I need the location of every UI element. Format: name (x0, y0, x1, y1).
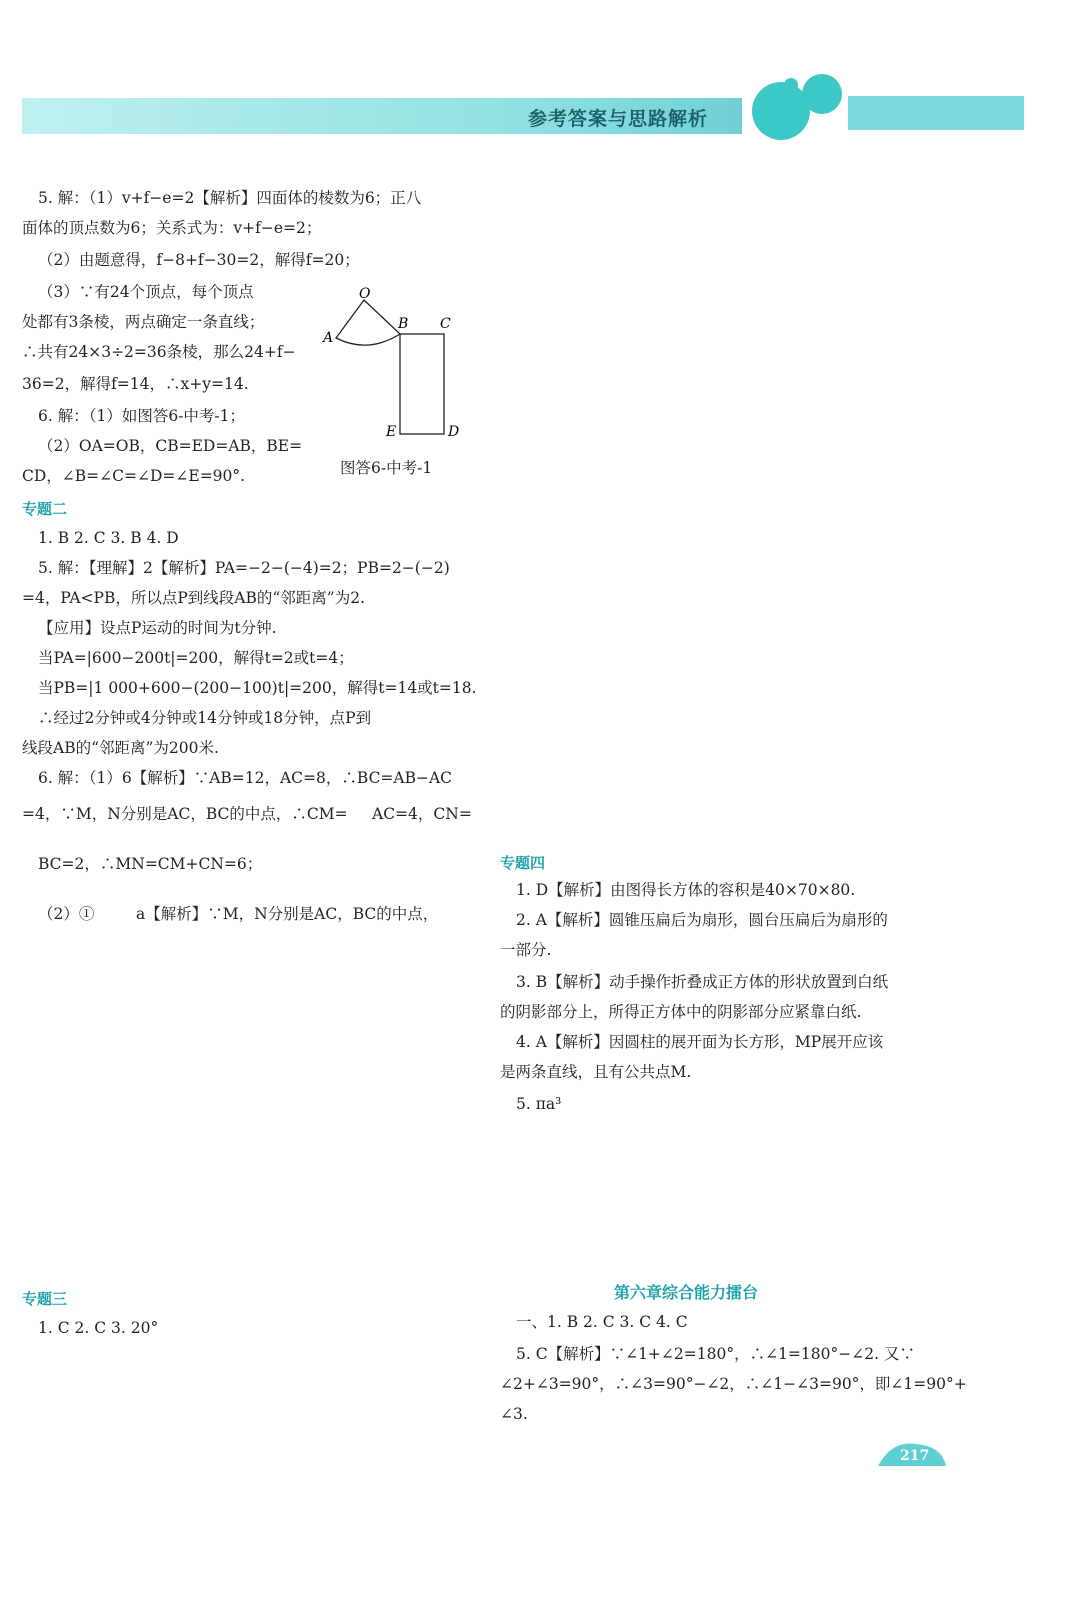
heading-chapter-6: 第六章综合能力擂台 (614, 1283, 759, 1302)
right-line: ∠3. (500, 1405, 528, 1423)
right-line: 一、1. B 2. C 3. C 4. C (516, 1313, 688, 1331)
left-line: =4，PA<PB，所以点P到线段AB的“邻距离”为2. (22, 589, 366, 607)
right-line: 3. B【解析】动手操作折叠成正方体的形状放置到白纸 (516, 973, 889, 991)
left-line: （2）① (38, 905, 95, 923)
heading-topic-4: 专题四 (500, 854, 546, 872)
label-O: O (359, 286, 371, 302)
label-A: A (323, 330, 334, 346)
left-line: a【解析】∵M，N分别是AC，BC的中点， (136, 905, 439, 923)
right-line: 5. C【解析】∵∠1+∠2=180°，∴∠1=180°−∠2. 又∵ (516, 1345, 915, 1363)
left-line: =4，∵M，N分别是AC，BC的中点，∴CM= (22, 805, 348, 823)
decor-bubble-small (784, 78, 798, 92)
decor-bubble-medium (802, 74, 842, 114)
left-line: 1. B 2. C 3. B 4. D (38, 529, 179, 547)
left-line: BC=2，∴MN=CM+CN=6； (38, 855, 263, 873)
right-line: 4. A【解析】因圆柱的展开面为长方形，MP展开应该 (516, 1033, 884, 1051)
left-line: 线段AB的“邻距离”为200米. (22, 739, 219, 757)
right-line: 的阴影部分上，所得正方体中的阴影部分应紧靠白纸. (500, 1003, 862, 1021)
right-line: ∠2+∠3=90°，∴∠3=90°−∠2，∴∠1−∠3=90°，即∠1=90°+ (500, 1375, 967, 1393)
page-number: 217 (900, 1448, 930, 1464)
right-line: 2. A【解析】圆锥压扁后为扇形，圆台压扁后为扇形的 (516, 911, 888, 929)
left-line: 处都有3条棱，两点确定一条直线； (22, 313, 265, 331)
left-line: CD，∠B=∠C=∠D=∠E=90°. (22, 467, 246, 485)
label-C: C (440, 316, 451, 332)
left-line: 5. 解：【理解】2【解析】PA=−2−(−4)=2；PB=2−(−2) (38, 559, 450, 577)
left-line: 6. 解：（1）6【解析】∵AB=12，AC=8，∴BC=AB−AC (38, 769, 453, 787)
left-line: 当PB=|1 000+600−(200−100)t|=200，解得t=14或t=18. (38, 679, 477, 697)
left-line: AC=4，CN= (372, 805, 472, 823)
figure-6-zhongkao-1 (318, 278, 468, 463)
heading-topic-2: 专题二 (22, 500, 68, 518)
left-line: 36=2，解得f=14，∴x+y=14. (22, 375, 249, 393)
left-line: 【应用】设点P运动的时间为t分钟. (38, 619, 277, 637)
left-line: ∴共有24×3÷2=36条棱，那么24+f− (22, 343, 296, 361)
left-line: 6. 解：（1）如图答6-中考-1； (38, 407, 246, 425)
heading-topic-3: 专题三 (22, 1290, 68, 1308)
label-E: E (386, 424, 397, 440)
header-right-bar (848, 96, 1024, 130)
left-line: 面体的顶点数为6；关系式为：v+f−e=2； (22, 219, 322, 237)
left-line: 5. 解：（1）v+f−e=2【解析】四面体的棱数为6；正八 (38, 189, 422, 207)
label-D: D (448, 424, 460, 440)
left-line: （2）由题意得，f−8+f−30=2，解得f=20； (38, 251, 360, 269)
right-line: 是两条直线，且有公共点M. (500, 1063, 692, 1081)
left-line: （2）OA=OB，CB=ED=AB，BE= (38, 437, 303, 455)
right-line: 1. D【解析】由图得长方体的容积是40×70×80. (516, 881, 856, 899)
left-line: 当PA=|600−200t|=200，解得t=2或t=4； (38, 649, 354, 667)
right-line: 5. πa³ (516, 1095, 562, 1113)
left-line: ∴经过2分钟或4分钟或14分钟或18分钟，点P到 (38, 709, 372, 727)
figure-caption: 图答6-中考-1 (340, 459, 433, 477)
left-line: （3）∵有24个顶点，每个顶点 (38, 283, 254, 301)
page-header-title: 参考答案与思路解析 (528, 108, 709, 130)
left-line: 1. C 2. C 3. 20° (38, 1319, 159, 1337)
right-line: 一部分. (500, 941, 552, 959)
label-B: B (398, 316, 409, 332)
